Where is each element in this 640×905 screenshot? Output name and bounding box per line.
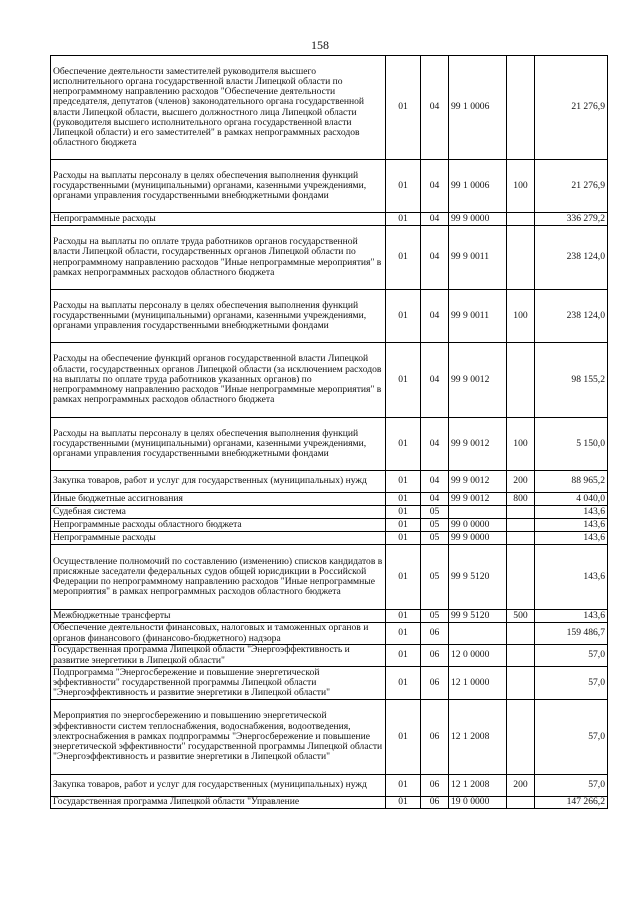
row-amount: 21 276,9 bbox=[535, 56, 608, 160]
row-name: Расходы на выплаты по оплате труда работников органов государственной власти Липецкой области, государственных органов Липецкой области по непрограммному направлению расходов "Иные непрограммные мероприятия" в рамках непрограммных расходов областного бюджета bbox=[51, 226, 386, 290]
table-row bbox=[51, 532, 608, 545]
table-row bbox=[51, 545, 608, 610]
row-subsection: 06 bbox=[421, 667, 449, 700]
row-section: 01 bbox=[386, 493, 421, 506]
row-amount: 57,0 bbox=[535, 775, 608, 797]
table-row bbox=[51, 226, 608, 290]
row-target-article: 99 9 0012 bbox=[449, 343, 507, 418]
row-subsection: 05 bbox=[421, 532, 449, 545]
row-section: 01 bbox=[386, 645, 421, 667]
row-target-article: 12 0 0000 bbox=[449, 645, 507, 667]
row-target-article: 99 9 0012 bbox=[449, 418, 507, 471]
row-subsection: 04 bbox=[421, 471, 449, 493]
row-section: 01 bbox=[386, 623, 421, 645]
row-name: Непрограммные расходы bbox=[51, 213, 386, 226]
row-target-article: 99 9 0012 bbox=[449, 471, 507, 493]
page-number: 158 bbox=[311, 38, 329, 52]
row-expense-type: 500 bbox=[507, 610, 535, 623]
row-subsection: 04 bbox=[421, 290, 449, 343]
row-subsection: 06 bbox=[421, 623, 449, 645]
row-amount: 98 155,2 bbox=[535, 343, 608, 418]
row-subsection: 06 bbox=[421, 645, 449, 667]
row-name: Непрограммные расходы областного бюджета bbox=[51, 519, 386, 532]
row-target-article: 19 0 0000 bbox=[449, 797, 507, 809]
row-expense-type bbox=[507, 797, 535, 809]
table-row bbox=[51, 797, 608, 809]
row-name: Обеспечение деятельности заместителей руководителя высшего исполнительного органа государственной власти Липецкой области по непрограммному направлению расходов "Обеспечение деятельности председателя, депутатов (членов) законодательного органа государственной власти Липецкой области, высшего должностного лица Липецкой области (руководителя высшего исполнительного органа государственной власти Липецкой области) и его заместителей" в рамках непрограммных расходов областного бюджета bbox=[51, 56, 386, 160]
row-amount: 238 124,0 bbox=[535, 290, 608, 343]
row-section: 01 bbox=[386, 290, 421, 343]
row-section: 01 bbox=[386, 610, 421, 623]
row-expense-type bbox=[507, 700, 535, 775]
table-row bbox=[51, 506, 608, 519]
row-amount: 143,6 bbox=[535, 545, 608, 610]
table-row bbox=[51, 645, 608, 667]
row-subsection: 05 bbox=[421, 519, 449, 532]
row-amount: 159 486,7 bbox=[535, 623, 608, 645]
row-expense-type bbox=[507, 213, 535, 226]
row-expense-type: 200 bbox=[507, 471, 535, 493]
row-expense-type bbox=[507, 667, 535, 700]
row-section: 01 bbox=[386, 418, 421, 471]
row-expense-type: 800 bbox=[507, 493, 535, 506]
row-name: Расходы на выплаты персоналу в целях обеспечения выполнения функций государственными (муниципальными) органами, казенными учреждениями, органами управления государственными внебюджетными фондами bbox=[51, 290, 386, 343]
table-row bbox=[51, 493, 608, 506]
row-expense-type bbox=[507, 56, 535, 160]
row-subsection: 06 bbox=[421, 775, 449, 797]
row-section: 01 bbox=[386, 700, 421, 775]
row-name: Государственная программа Липецкой области "Управление bbox=[51, 797, 386, 809]
table-row bbox=[51, 160, 608, 213]
row-target-article: 99 9 0000 bbox=[449, 532, 507, 545]
row-name: Государственная программа Липецкой области "Энергоэффективность и развитие энергетики в Липецкой области" bbox=[51, 645, 386, 667]
row-amount: 238 124,0 bbox=[535, 226, 608, 290]
row-subsection: 05 bbox=[421, 506, 449, 519]
row-expense-type bbox=[507, 343, 535, 418]
row-target-article: 12 1 2008 bbox=[449, 775, 507, 797]
row-amount: 336 279,2 bbox=[535, 213, 608, 226]
row-name: Закупка товаров, работ и услуг для государственных (муниципальных) нужд bbox=[51, 471, 386, 493]
row-section: 01 bbox=[386, 506, 421, 519]
row-subsection: 06 bbox=[421, 797, 449, 809]
row-section: 01 bbox=[386, 797, 421, 809]
table-row bbox=[51, 213, 608, 226]
row-subsection: 04 bbox=[421, 418, 449, 471]
row-expense-type: 100 bbox=[507, 418, 535, 471]
row-amount: 57,0 bbox=[535, 700, 608, 775]
row-section: 01 bbox=[386, 56, 421, 160]
row-subsection: 04 bbox=[421, 213, 449, 226]
row-subsection: 06 bbox=[421, 700, 449, 775]
row-target-article: 99 9 0011 bbox=[449, 226, 507, 290]
row-amount: 57,0 bbox=[535, 667, 608, 700]
row-name: Обеспечение деятельности финансовых, налоговых и таможенных органов и органов финансового (финансово-бюджетного) надзора bbox=[51, 623, 386, 645]
row-section: 01 bbox=[386, 471, 421, 493]
row-section: 01 bbox=[386, 519, 421, 532]
row-section: 01 bbox=[386, 343, 421, 418]
row-subsection: 04 bbox=[421, 343, 449, 418]
row-expense-type: 100 bbox=[507, 290, 535, 343]
table-row bbox=[51, 700, 608, 775]
table-row bbox=[51, 775, 608, 797]
budget-table bbox=[50, 55, 608, 809]
row-target-article: 99 9 5120 bbox=[449, 610, 507, 623]
row-name: Иные бюджетные ассигнования bbox=[51, 493, 386, 506]
row-target-article: 99 0 0000 bbox=[449, 519, 507, 532]
row-subsection: 04 bbox=[421, 226, 449, 290]
budget-table-body bbox=[51, 56, 608, 809]
row-amount: 21 276,9 bbox=[535, 160, 608, 213]
row-subsection: 04 bbox=[421, 160, 449, 213]
row-section: 01 bbox=[386, 545, 421, 610]
row-target-article: 12 1 2008 bbox=[449, 700, 507, 775]
row-subsection: 04 bbox=[421, 493, 449, 506]
row-amount: 88 965,2 bbox=[535, 471, 608, 493]
row-name: Подпрограмма "Энергосбережение и повышение энергетической эффективности" государственной программы Липецкой области "Энергоэффективность и развитие энергетики в Липецкой области" bbox=[51, 667, 386, 700]
row-subsection: 05 bbox=[421, 610, 449, 623]
row-target-article: 99 9 0012 bbox=[449, 493, 507, 506]
table-row bbox=[51, 610, 608, 623]
row-amount: 143,6 bbox=[535, 610, 608, 623]
row-target-article bbox=[449, 623, 507, 645]
row-amount: 4 040,0 bbox=[535, 493, 608, 506]
row-expense-type bbox=[507, 532, 535, 545]
row-section: 01 bbox=[386, 667, 421, 700]
row-expense-type bbox=[507, 645, 535, 667]
row-name: Расходы на обеспечение функций органов государственной власти Липецкой области, государственных органов Липецкой области (за исключением расходов на выплаты по оплате труда работников указанных органов) по непрограммному направлению расходов "Иные непрограммные мероприятия" в рамках непрограммных расходов областного бюджета bbox=[51, 343, 386, 418]
row-target-article: 99 9 5120 bbox=[449, 545, 507, 610]
table-row bbox=[51, 667, 608, 700]
row-target-article bbox=[449, 506, 507, 519]
row-target-article: 99 9 0011 bbox=[449, 290, 507, 343]
row-section: 01 bbox=[386, 532, 421, 545]
table-row bbox=[51, 418, 608, 471]
row-subsection: 04 bbox=[421, 56, 449, 160]
row-amount: 57,0 bbox=[535, 645, 608, 667]
table-row bbox=[51, 290, 608, 343]
row-expense-type bbox=[507, 519, 535, 532]
row-section: 01 bbox=[386, 226, 421, 290]
row-section: 01 bbox=[386, 160, 421, 213]
row-target-article: 99 9 0000 bbox=[449, 213, 507, 226]
row-name: Расходы на выплаты персоналу в целях обеспечения выполнения функций государственными (муниципальными) органами, казенными учреждениями, органами управления государственными внебюджетными фондами bbox=[51, 160, 386, 213]
row-target-article: 99 1 0006 bbox=[449, 160, 507, 213]
row-expense-type: 200 bbox=[507, 775, 535, 797]
row-name: Закупка товаров, работ и услуг для государственных (муниципальных) нужд bbox=[51, 775, 386, 797]
row-name: Мероприятия по энергосбережению и повышению энергетической эффективности систем теплоснабжения, водоснабжения, водоотведения, электроснабжения в рамках подпрограммы "Энергосбережение и повышение энергетической эффективности" государственной программы Липецкой области "Энергоэффективность и развитие энергетики в Липецкой области" bbox=[51, 700, 386, 775]
row-amount: 143,6 bbox=[535, 532, 608, 545]
row-section: 01 bbox=[386, 775, 421, 797]
row-amount: 143,6 bbox=[535, 506, 608, 519]
row-expense-type bbox=[507, 623, 535, 645]
row-target-article: 12 1 0000 bbox=[449, 667, 507, 700]
table-row bbox=[51, 56, 608, 160]
table-row bbox=[51, 623, 608, 645]
table-row bbox=[51, 519, 608, 532]
row-expense-type bbox=[507, 226, 535, 290]
row-amount: 5 150,0 bbox=[535, 418, 608, 471]
table-row bbox=[51, 471, 608, 493]
row-name: Межбюджетные трансферты bbox=[51, 610, 386, 623]
row-target-article: 99 1 0006 bbox=[449, 56, 507, 160]
row-section: 01 bbox=[386, 213, 421, 226]
row-amount: 143,6 bbox=[535, 519, 608, 532]
row-expense-type bbox=[507, 506, 535, 519]
row-name: Расходы на выплаты персоналу в целях обеспечения выполнения функций государственными (муниципальными) органами, казенными учреждениями, органами управления государственными внебюджетными фондами bbox=[51, 418, 386, 471]
row-expense-type bbox=[507, 545, 535, 610]
table-row bbox=[51, 343, 608, 418]
row-subsection: 05 bbox=[421, 545, 449, 610]
row-name: Непрограммные расходы bbox=[51, 532, 386, 545]
row-amount: 147 266,2 bbox=[535, 797, 608, 809]
row-name: Судебная система bbox=[51, 506, 386, 519]
row-name: Осуществление полномочий по составлению (изменению) списков кандидатов в присяжные заседатели федеральных судов общей юрисдикции в Российской Федерации по непрограммному направлению расходов "Иные непрограммные мероприятия" в рамках непрограммных расходов областного бюджета bbox=[51, 545, 386, 610]
row-expense-type: 100 bbox=[507, 160, 535, 213]
